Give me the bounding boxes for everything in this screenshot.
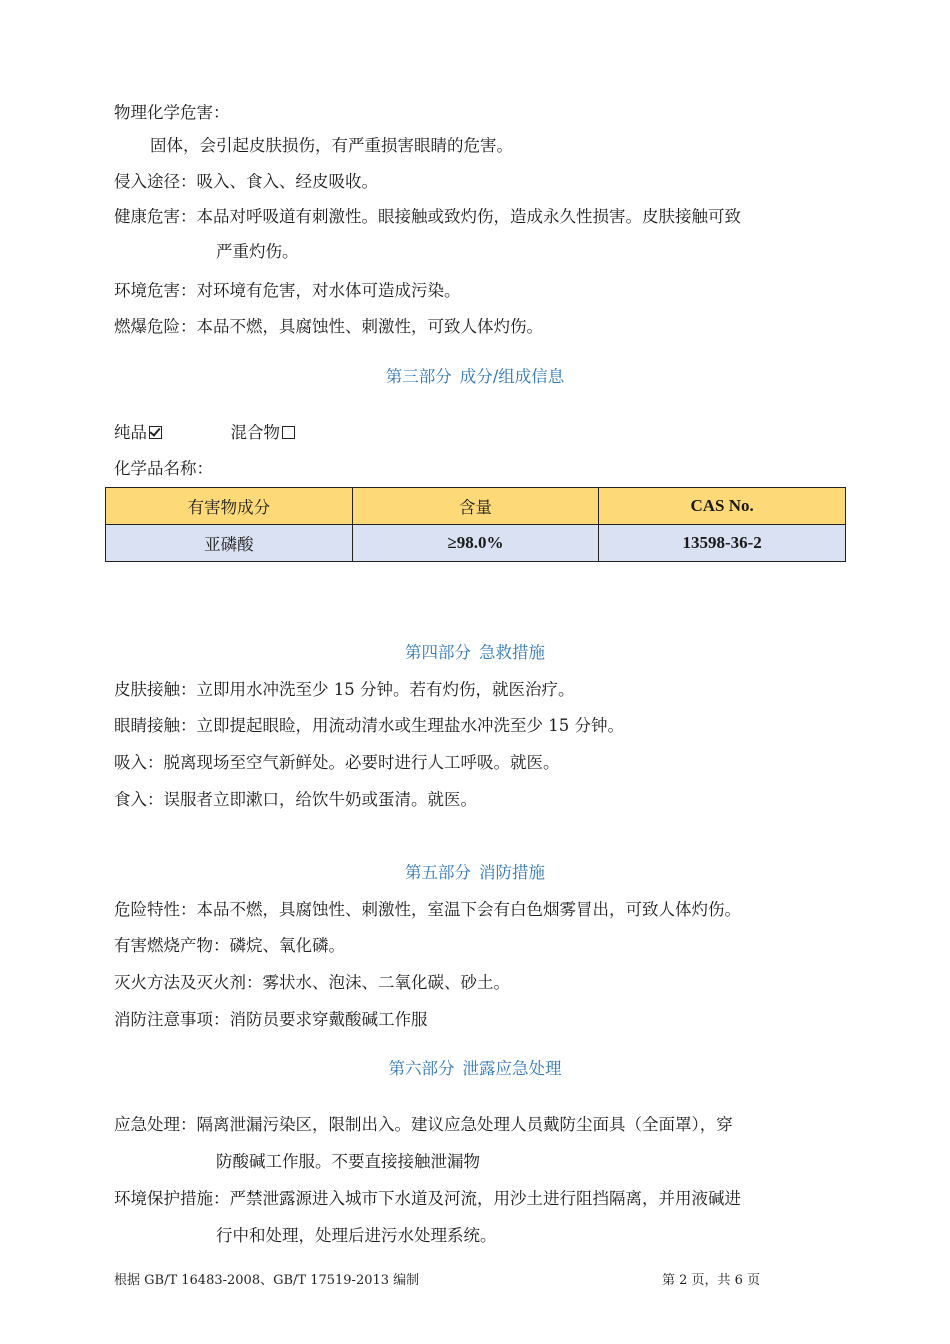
section3-heading xyxy=(0,365,950,389)
table-cell: 13598-36-2 xyxy=(599,525,846,562)
route-text: 吸入、食入、经皮吸收。 xyxy=(196,172,378,191)
section4-name: 急救措施 xyxy=(479,643,545,662)
section6-name: 泄露应急处理 xyxy=(462,1059,562,1078)
ingest-text: 误服者立即漱口，给饮牛奶或蛋清。就医。 xyxy=(163,790,477,809)
health-line xyxy=(114,205,741,229)
ingest-label: 食入： xyxy=(114,790,164,809)
eye-text: 立即提起眼睑，用流动清水或生理盐水冲洗至少 15 分钟。 xyxy=(196,716,624,735)
inhale-line xyxy=(114,751,560,775)
health-text: 本品对呼吸道有刺激性。眼接触或致灼伤，造成永久性损害。皮肤接触可致 xyxy=(196,207,741,226)
notes-line xyxy=(114,1008,428,1032)
notes-label: 消防注意事项： xyxy=(114,1010,230,1029)
section6-part: 第六部分 xyxy=(388,1059,455,1078)
fire-text: 本品不燃，具腐蚀性、刺激性，可致人体灼伤。 xyxy=(196,317,543,336)
pure-label: 纯品 xyxy=(114,423,147,442)
danger-line xyxy=(114,898,741,922)
section4-heading xyxy=(0,641,950,665)
health-label: 健康危害： xyxy=(114,207,197,226)
phys-chem-label: 物理化学危害： xyxy=(114,103,230,122)
section5-part: 第五部分 xyxy=(405,863,471,882)
danger-label: 危险特性： xyxy=(114,900,197,919)
products-text: 磷烷、氧化磷。 xyxy=(229,936,345,955)
products-label: 有害燃烧产物： xyxy=(114,936,230,955)
section3-part: 第三部分 xyxy=(385,367,452,386)
ingest-line xyxy=(114,788,477,812)
inhale-text: 脱离现场至空气新鲜处。必要时进行人工呼吸。就医。 xyxy=(163,753,560,772)
danger-text: 本品不燃，具腐蚀性、刺激性，室温下会有白色烟雾冒出，可致人体灼伤。 xyxy=(196,900,741,919)
emergency-text: 隔离泄漏污染区，限制出入。建议应急处理人员戴防尘面具（全面罩），穿 xyxy=(196,1115,733,1134)
health-text-continued: 严重灼伤。 xyxy=(216,242,299,261)
footer-page-info: 第 2 页，共 6 页 xyxy=(662,1273,761,1288)
table-header-row xyxy=(106,488,846,525)
table-cell: ≥98.0% xyxy=(352,525,599,562)
envprot-text-continued: 行中和处理，处理后进污水处理系统。 xyxy=(216,1226,497,1245)
pure-checkbox[interactable] xyxy=(149,426,162,439)
products-line xyxy=(114,934,345,958)
envprot-text: 严禁泄露源进入城市下水道及河流，用沙土进行阻挡隔离，并用液碱进 xyxy=(229,1189,741,1208)
phys-chem-text: 固体，会引起皮肤损伤，有严重损害眼睛的危害。 xyxy=(150,136,513,155)
fire-label: 燃爆危险： xyxy=(114,317,197,336)
table-row xyxy=(106,525,846,562)
section4-part: 第四部分 xyxy=(405,643,471,662)
fire-line xyxy=(114,315,543,339)
section3-name: 成分/组成信息 xyxy=(459,367,565,386)
chem-name-label: 化学品名称： xyxy=(114,459,213,478)
composition-table xyxy=(105,487,846,562)
table-header-cell: 含量 xyxy=(352,488,599,525)
composition-type xyxy=(114,421,295,445)
route-label: 侵入途径： xyxy=(114,172,197,191)
envprot-label: 环境保护措施： xyxy=(114,1189,230,1208)
inhale-label: 吸入： xyxy=(114,753,164,772)
skin-label: 皮肤接触： xyxy=(114,680,197,699)
env-line xyxy=(114,279,461,303)
table-header-cell: 有害物成分 xyxy=(106,488,353,525)
method-line xyxy=(114,971,510,995)
emergency-label: 应急处理： xyxy=(114,1115,197,1134)
skin-text: 立即用水冲洗至少 15 分钟。若有灼伤，就医治疗。 xyxy=(196,680,575,699)
env-label: 环境危害： xyxy=(114,281,197,300)
mixture-checkbox[interactable] xyxy=(282,426,295,439)
mixture-label: 混合物 xyxy=(230,423,280,442)
section5-name: 消防措施 xyxy=(479,863,545,882)
section5-heading xyxy=(0,861,950,885)
env-text: 对环境有危害，对水体可造成污染。 xyxy=(196,281,461,300)
table-cell: 亚磷酸 xyxy=(106,525,353,562)
emergency-text-continued: 防酸碱工作服。不要直接接触泄漏物 xyxy=(216,1152,480,1171)
table-header-cell: CAS No. xyxy=(599,488,846,525)
envprot-line xyxy=(114,1187,741,1211)
emergency-line xyxy=(114,1113,733,1137)
footer-standard: 根据 GB/T 16483-2008、GB/T 17519-2013 编制 xyxy=(114,1273,420,1288)
skin-line xyxy=(114,678,575,702)
eye-label: 眼睛接触： xyxy=(114,716,197,735)
notes-text: 消防员要求穿戴酸碱工作服 xyxy=(229,1010,428,1029)
method-label: 灭火方法及灭火剂： xyxy=(114,973,263,992)
eye-line xyxy=(114,714,624,738)
method-text: 雾状水、泡沫、二氧化碳、砂土。 xyxy=(262,973,510,992)
section6-heading xyxy=(0,1057,950,1081)
route-line xyxy=(114,170,378,194)
